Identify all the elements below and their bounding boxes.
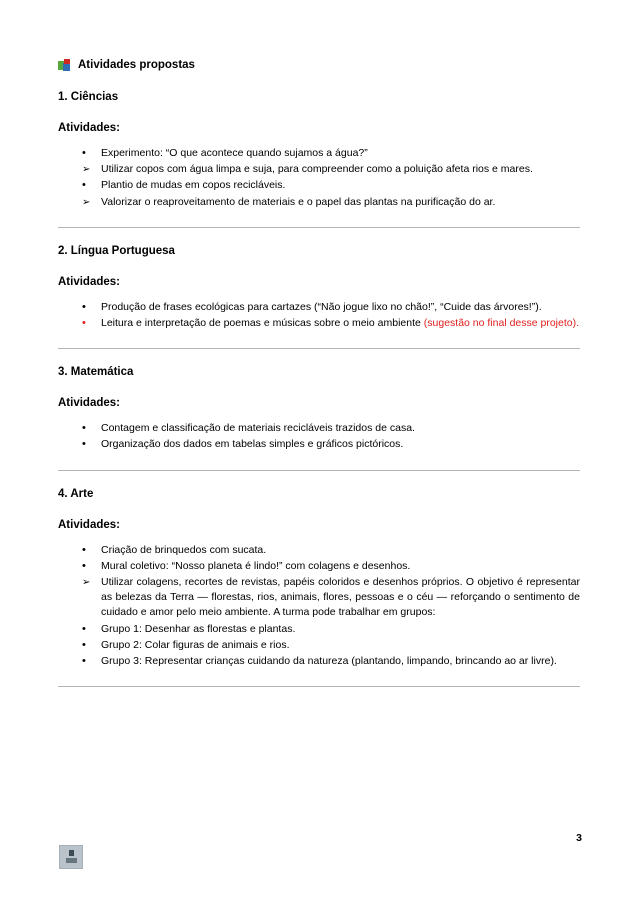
activity-list [58, 543, 580, 670]
list-item [58, 195, 580, 210]
activity-list [58, 421, 580, 452]
document-title-text: Atividades propostas [78, 59, 195, 71]
list-item-text-highlight: (sugestão no final desse projeto). [423, 317, 580, 330]
list-item-text: Utilizar copos com água limpa e suja, para compreender como a poluição afeta rios e mares. [101, 163, 533, 176]
section-divider [58, 470, 580, 471]
list-item-text: Criação de brinquedos com sucata. [101, 543, 267, 556]
list-item [58, 638, 580, 653]
list-item-text: Grupo 1: Desenhar as florestas e plantas. [101, 622, 296, 635]
document-title [58, 58, 580, 72]
list-item-text: Mural coletivo: “Nosso planeta é lindo!” com colagens e desenhos. [101, 559, 411, 572]
section-divider [58, 227, 580, 228]
bullet-dot-icon [82, 300, 96, 315]
bullet-dot-icon [82, 178, 96, 193]
section-ciencias [58, 90, 580, 210]
bullet-dot-icon [82, 654, 96, 669]
list-item-text: Grupo 3: Representar crianças cuidando da natureza (plantando, limpando, brincando ao ar livre). [101, 655, 557, 668]
list-item-text: Valorizar o reaproveitamento de materiais e o papel das plantas na purificação do ar. [101, 195, 496, 208]
section-heading: 4. Arte [58, 487, 94, 500]
list-item [58, 316, 580, 331]
section-lingua-portuguesa [58, 244, 580, 331]
list-item-text: Plantio de mudas em copos recicláveis. [101, 179, 286, 192]
list-item [58, 575, 580, 621]
activity-list [58, 300, 580, 331]
bullet-dot-red-icon [82, 316, 96, 331]
list-item-text: Organização dos dados em tabelas simples e gráficos pictóricos. [101, 438, 404, 451]
bullet-dot-icon [82, 638, 96, 653]
section-subheading: Atividades: [58, 122, 120, 134]
page-number: 3 [576, 832, 582, 844]
section-subheading: Atividades: [58, 518, 120, 531]
section-divider [58, 686, 580, 687]
list-item-text: Grupo 2: Colar figuras de animais e rios. [101, 638, 290, 651]
section-subheading: Atividades: [58, 397, 120, 410]
list-item-text: Experimento: “O que acontece quando sujamos a água?” [101, 147, 368, 159]
bullet-dot-icon [82, 421, 96, 436]
section-heading: 1. Ciências [58, 91, 119, 103]
list-item [58, 421, 580, 436]
section-arte [58, 487, 580, 670]
list-item [58, 178, 580, 193]
placeholder-image-glyph [65, 850, 78, 864]
section-heading: 3. Matemática [58, 366, 134, 379]
list-item [58, 543, 580, 558]
section-matematica [58, 365, 580, 452]
color-blocks-icon [58, 59, 71, 72]
list-item-text: Leitura e interpretação de poemas e músicas sobre o meio ambiente [101, 317, 424, 330]
list-item [58, 437, 580, 452]
bullet-arrow-icon [82, 195, 96, 210]
section-subheading: Atividades: [58, 275, 120, 288]
bullet-arrow-icon [82, 162, 96, 177]
section-divider [58, 348, 580, 349]
bullet-dot-icon [82, 146, 96, 161]
list-item [58, 622, 580, 637]
section-heading: 2. Língua Portuguesa [58, 244, 175, 257]
list-item [58, 300, 580, 315]
list-item [58, 162, 580, 177]
list-item-text: Utilizar colagens, recortes de revistas, papéis coloridos e desenhos próprios. O objetivo é representar as belezas da Terra — florestas, rios, animais, flores, pessoas e o céu — reforçando o sentimento de cuidado e amor pelo meio ambiente. A turma pode trabalhar em grupos: [101, 576, 580, 619]
list-item [58, 146, 580, 161]
bullet-dot-icon [82, 622, 96, 637]
list-item-text: Produção de frases ecológicas para cartazes (“Não jogue lixo no chão!”, “Cuide das árvores!”). [101, 300, 542, 313]
list-item [58, 559, 580, 574]
document-content [58, 58, 580, 703]
bullet-dot-icon [82, 559, 96, 574]
activity-list [58, 146, 580, 210]
bullet-dot-icon [82, 543, 96, 558]
placeholder-image-icon[interactable] [59, 845, 83, 869]
bullet-dot-icon [82, 437, 96, 452]
list-item-text: Contagem e classificação de materiais recicláveis trazidos de casa. [101, 422, 415, 435]
list-item [58, 654, 580, 669]
bullet-arrow-icon [82, 575, 96, 590]
